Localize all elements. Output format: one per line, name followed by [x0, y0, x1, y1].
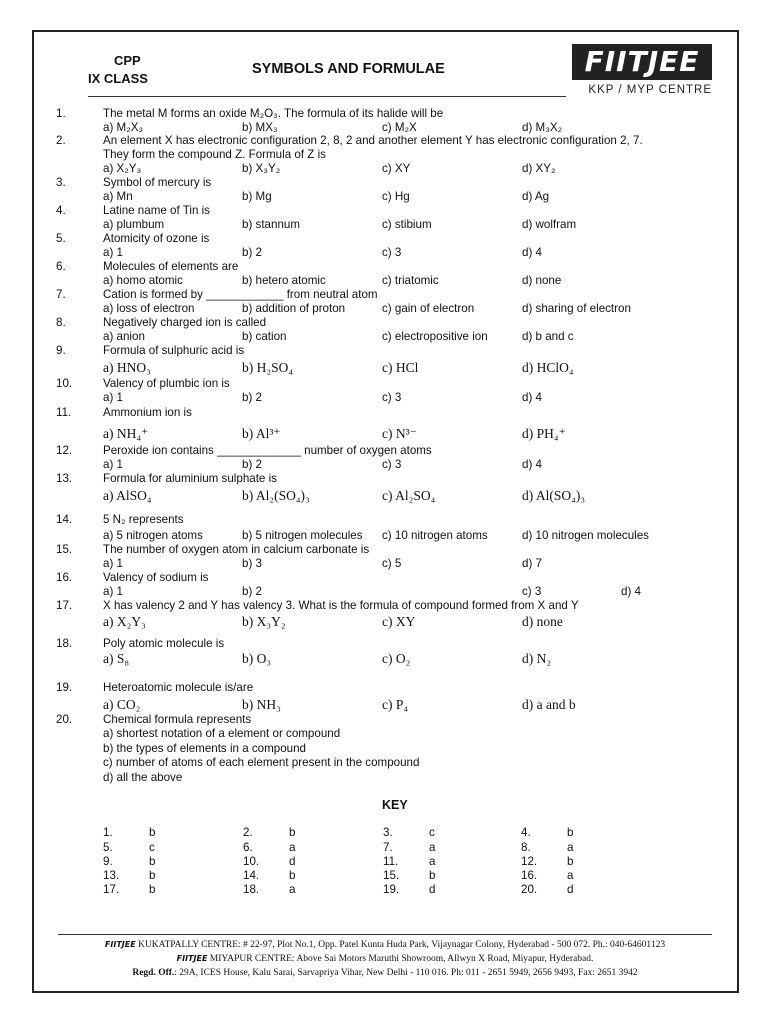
- question-number: 4.: [56, 204, 66, 217]
- question-number: 14.: [56, 513, 73, 526]
- answer-option: a) shortest notation of a element or compound: [103, 727, 341, 740]
- question-number: 11.: [56, 406, 72, 419]
- answer-option: d) N₂: [522, 651, 552, 666]
- answer-option: a) anion: [103, 330, 145, 343]
- answer-option: d) all the above: [103, 770, 183, 784]
- question-text: The number of oxygen atom in calcium carbonate is: [103, 543, 370, 556]
- key-number: 3.: [383, 826, 393, 839]
- answer-option: d) 4: [522, 246, 542, 259]
- answer-option: c) number of atoms of each element present in the compound: [103, 756, 420, 769]
- answer-option: b) 2: [242, 246, 262, 259]
- question-text: Symbol of mercury is: [103, 176, 212, 189]
- logo-wordmark: FIITJEE: [572, 44, 712, 80]
- question-number: 16.: [56, 571, 73, 584]
- question-text: Ammonium ion is: [103, 406, 192, 419]
- question-text: Peroxide ion contains _____________ number of oxygen atoms: [103, 444, 432, 457]
- answer-option: b) Mg: [242, 190, 272, 203]
- answer-option: a) X₂Y₃: [103, 614, 146, 629]
- question-text: Valency of sodium is: [103, 571, 209, 584]
- key-number: 8.: [521, 841, 531, 854]
- key-answer: b: [149, 883, 156, 896]
- question-number: 1.: [56, 107, 66, 120]
- key-number: 4.: [521, 826, 531, 839]
- answer-option: b) X₃Y₂: [242, 614, 286, 629]
- answer-option: d) 4: [522, 458, 542, 471]
- answer-option: d) a and b: [522, 697, 576, 712]
- answer-option: a) plumbum: [103, 218, 165, 231]
- answer-option: b) H₂SO₄: [242, 360, 294, 375]
- key-number: 12.: [521, 855, 538, 868]
- cpp-label: CPP: [114, 53, 141, 68]
- answer-option: d) PH₄⁺: [522, 426, 566, 441]
- answer-option: b) 2: [242, 391, 262, 404]
- question-text: An element X has electronic configuration 2, 8, 2 and another element Y has electronic configuration 2, 7.: [103, 134, 643, 147]
- answer-option: c) Hg: [382, 190, 410, 203]
- answer-option: d) none: [522, 614, 563, 629]
- answer-option: a) NH₄⁺: [103, 426, 149, 441]
- answer-option: b) X₃Y₂: [242, 162, 281, 175]
- key-answer: b: [429, 869, 436, 882]
- answer-option: c) 5: [382, 557, 402, 570]
- answer-option: d) none: [522, 274, 562, 287]
- key-number: 5.: [103, 841, 113, 854]
- footer-divider: [58, 934, 712, 935]
- answer-option: d) M₃X₂: [522, 121, 563, 134]
- answer-option: c) XY: [382, 614, 416, 629]
- answer-option: a) X₂Y₃: [103, 162, 142, 175]
- key-number: 7.: [383, 841, 393, 854]
- key-number: 19.: [383, 883, 400, 896]
- key-number: 20.: [521, 883, 538, 896]
- answer-option: c) triatomic: [382, 274, 439, 287]
- answer-option: d) 4: [621, 585, 641, 598]
- answer-option: a) 1: [103, 585, 123, 598]
- answer-option: b) stannum: [242, 218, 300, 231]
- key-answer: c: [429, 826, 435, 839]
- key-number: 13.: [103, 869, 120, 882]
- key-answer: a: [429, 841, 436, 854]
- answer-option: d) HClO₄: [522, 360, 574, 375]
- answer-option: c) M₂X: [382, 121, 417, 134]
- answer-option: b) O₃: [242, 651, 272, 666]
- key-answer: a: [567, 869, 574, 882]
- answer-option: b) 5 nitrogen molecules: [242, 529, 363, 542]
- footer-line-regd: [40, 968, 730, 978]
- question-text: 5 N₂ represents: [103, 513, 184, 526]
- answer-option: c) gain of electron: [382, 302, 475, 315]
- question-number: 6.: [56, 260, 66, 273]
- question-text: The metal M forms an oxide M₂O₃. The formula of its halide will be: [103, 107, 444, 120]
- key-number: 6.: [243, 841, 253, 854]
- question-text: Poly atomic molecule is: [103, 637, 225, 650]
- key-title: KEY: [382, 798, 408, 812]
- answer-option: b) 2: [242, 585, 262, 598]
- footer-brand: FIITJEE: [176, 954, 208, 963]
- answer-option: c) O₂: [382, 651, 411, 666]
- question-number: 5.: [56, 232, 66, 245]
- answer-option: a) HNO₃: [103, 360, 151, 375]
- answer-option: c) P₄: [382, 697, 409, 712]
- answer-option: c) stibium: [382, 218, 432, 231]
- answer-option: b) Al₂(SO₄)₃: [242, 488, 310, 503]
- question-number: 3.: [56, 176, 66, 189]
- header-divider: [88, 96, 566, 97]
- key-number: 17.: [103, 883, 120, 896]
- key-answer: a: [289, 841, 296, 854]
- key-answer: a: [567, 841, 574, 854]
- question-text: Heteroatomic molecule is/are: [103, 681, 254, 694]
- key-answer: b: [149, 855, 156, 868]
- key-answer: a: [429, 855, 436, 868]
- answer-option: a) 1: [103, 458, 123, 471]
- answer-option: b) MX₃: [242, 121, 278, 134]
- question-text: Formula of sulphuric acid is: [103, 344, 245, 357]
- key-number: 10.: [243, 855, 260, 868]
- page-title: SYMBOLS AND FORMULAE: [252, 61, 445, 77]
- question-number: 20.: [56, 713, 73, 726]
- answer-option: d) b and c: [522, 330, 574, 343]
- question-text: Cation is formed by ____________ from neutral atom: [103, 288, 378, 301]
- answer-option: b) 3: [242, 557, 262, 570]
- answer-option: c) XY: [382, 162, 411, 175]
- answer-option: a) 5 nitrogen atoms: [103, 529, 203, 542]
- question-number: 17.: [56, 599, 73, 612]
- footer-line-miyapur: [40, 954, 730, 964]
- key-answer: b: [289, 869, 296, 882]
- answer-option: d) wolfram: [522, 218, 577, 231]
- footer-text: MIYAPUR CENTRE: Above Sai Motors Maruthi Showroom, Allwyn X Road, Miyapur, Hyderabad.: [209, 954, 594, 964]
- answer-option: d) XY₂: [522, 162, 556, 175]
- question-number: 18.: [56, 637, 73, 650]
- answer-option: a) homo atomic: [103, 274, 183, 287]
- answer-option: a) loss of electron: [103, 302, 195, 315]
- question-text: Molecules of elements are: [103, 260, 239, 273]
- footer-label: Regd. Off.: [132, 968, 175, 978]
- answer-option: c) 10 nitrogen atoms: [382, 529, 488, 542]
- answer-option: a) Mn: [103, 190, 133, 203]
- key-number: 14.: [243, 869, 260, 882]
- answer-option: c) Al₂SO₄: [382, 488, 436, 503]
- question-number: 2.: [56, 134, 66, 147]
- question-number: 8.: [56, 316, 66, 329]
- answer-option: d) 7: [522, 557, 542, 570]
- question-text: Negatively charged ion is called: [103, 316, 267, 329]
- answer-option: b) 2: [242, 458, 262, 471]
- answer-option: a) CO₂: [103, 697, 141, 712]
- footer-line-kukatpally: [40, 940, 730, 950]
- centre-label: KKP / MYP CENTRE: [588, 84, 712, 96]
- key-answer: d: [567, 883, 574, 896]
- answer-option: c) 3: [382, 391, 402, 404]
- answer-option: a) 1: [103, 391, 123, 404]
- question-number: 13.: [56, 472, 73, 485]
- question-text: Latine name of Tin is: [103, 204, 210, 217]
- key-answer: b: [289, 826, 296, 839]
- answer-option: a) M₂X₃: [103, 121, 144, 134]
- question-number: 7.: [56, 288, 66, 301]
- question-text: Valency of plumbic ion is: [103, 377, 230, 390]
- answer-option: b) the types of elements in a compound: [103, 741, 307, 755]
- answer-option: d) Al(SO₄)₃: [522, 488, 586, 503]
- question-number: 12.: [56, 444, 73, 457]
- question-text: Atomicity of ozone is: [103, 232, 210, 245]
- answer-option: a) 1: [103, 557, 123, 570]
- key-answer: b: [567, 826, 574, 839]
- header-left: [88, 52, 148, 88]
- answer-option: c) electropositive ion: [382, 330, 488, 343]
- answer-option: b) hetero atomic: [242, 274, 326, 287]
- answer-option: b) addition of proton: [242, 302, 346, 315]
- key-number: 11.: [383, 855, 399, 868]
- key-answer: b: [149, 826, 156, 839]
- answer-option: a) S₈: [103, 651, 130, 666]
- key-number: 15.: [383, 869, 400, 882]
- question-number: 10.: [56, 377, 73, 390]
- answer-option: a) AlSO₄: [103, 488, 152, 503]
- fiitjee-logo: [572, 44, 712, 96]
- footer-brand: FIITJEE: [104, 940, 136, 949]
- answer-option: b) cation: [242, 330, 287, 343]
- answer-option: d) sharing of electron: [522, 302, 631, 315]
- answer-option: c) 3: [382, 246, 402, 259]
- key-answer: d: [429, 883, 436, 896]
- footer-text: : 29A, ICES House, Kalu Sarai, Sarvapriya Vihar, New Delhi - 110 016. Ph: 011 - 2651 5949, 2656 9493, Fax: 2651 3942: [174, 968, 638, 978]
- key-answer: d: [289, 855, 296, 868]
- key-answer: b: [567, 855, 574, 868]
- class-label: IX CLASS: [88, 71, 148, 86]
- question-text: X has valency 2 and Y has valency 3. What is the formula of compound formed from X and Y: [103, 599, 579, 612]
- answer-option: d) 10 nitrogen molecules: [522, 529, 649, 542]
- question-text: Chemical formula represents: [103, 713, 252, 726]
- key-number: 1.: [103, 826, 113, 839]
- question-number: 15.: [56, 543, 73, 556]
- answer-option: c) N³⁻: [382, 426, 417, 441]
- question-number: 19.: [56, 681, 73, 694]
- key-number: 18.: [243, 883, 260, 896]
- footer-text: KUKATPALLY CENTRE: # 22-97, Plot No.1, Opp. Patel Kunta Huda Park, Vijaynagar Colony, Hyderabad - 500 072. Ph.: 040-64601123: [138, 940, 666, 950]
- key-number: 2.: [243, 826, 253, 839]
- question-text: They form the compound Z. Formula of Z is: [103, 148, 326, 161]
- key-answer: a: [289, 883, 296, 896]
- answer-option: c) 3: [382, 458, 402, 471]
- key-number: 9.: [103, 855, 113, 868]
- question-text: Formula for aluminium sulphate is: [103, 472, 277, 485]
- answer-option: d) 4: [522, 391, 542, 404]
- key-answer: c: [149, 841, 155, 854]
- answer-option: d) Ag: [522, 190, 550, 203]
- answer-option: b) NH₃: [242, 697, 281, 712]
- answer-option: a) 1: [103, 246, 123, 259]
- key-answer: b: [149, 869, 156, 882]
- key-number: 16.: [521, 869, 538, 882]
- answer-option: c) HCl: [382, 360, 419, 375]
- answer-option: b) Al³⁺: [242, 426, 281, 441]
- question-number: 9.: [56, 344, 66, 357]
- answer-option: c) 3: [522, 585, 542, 598]
